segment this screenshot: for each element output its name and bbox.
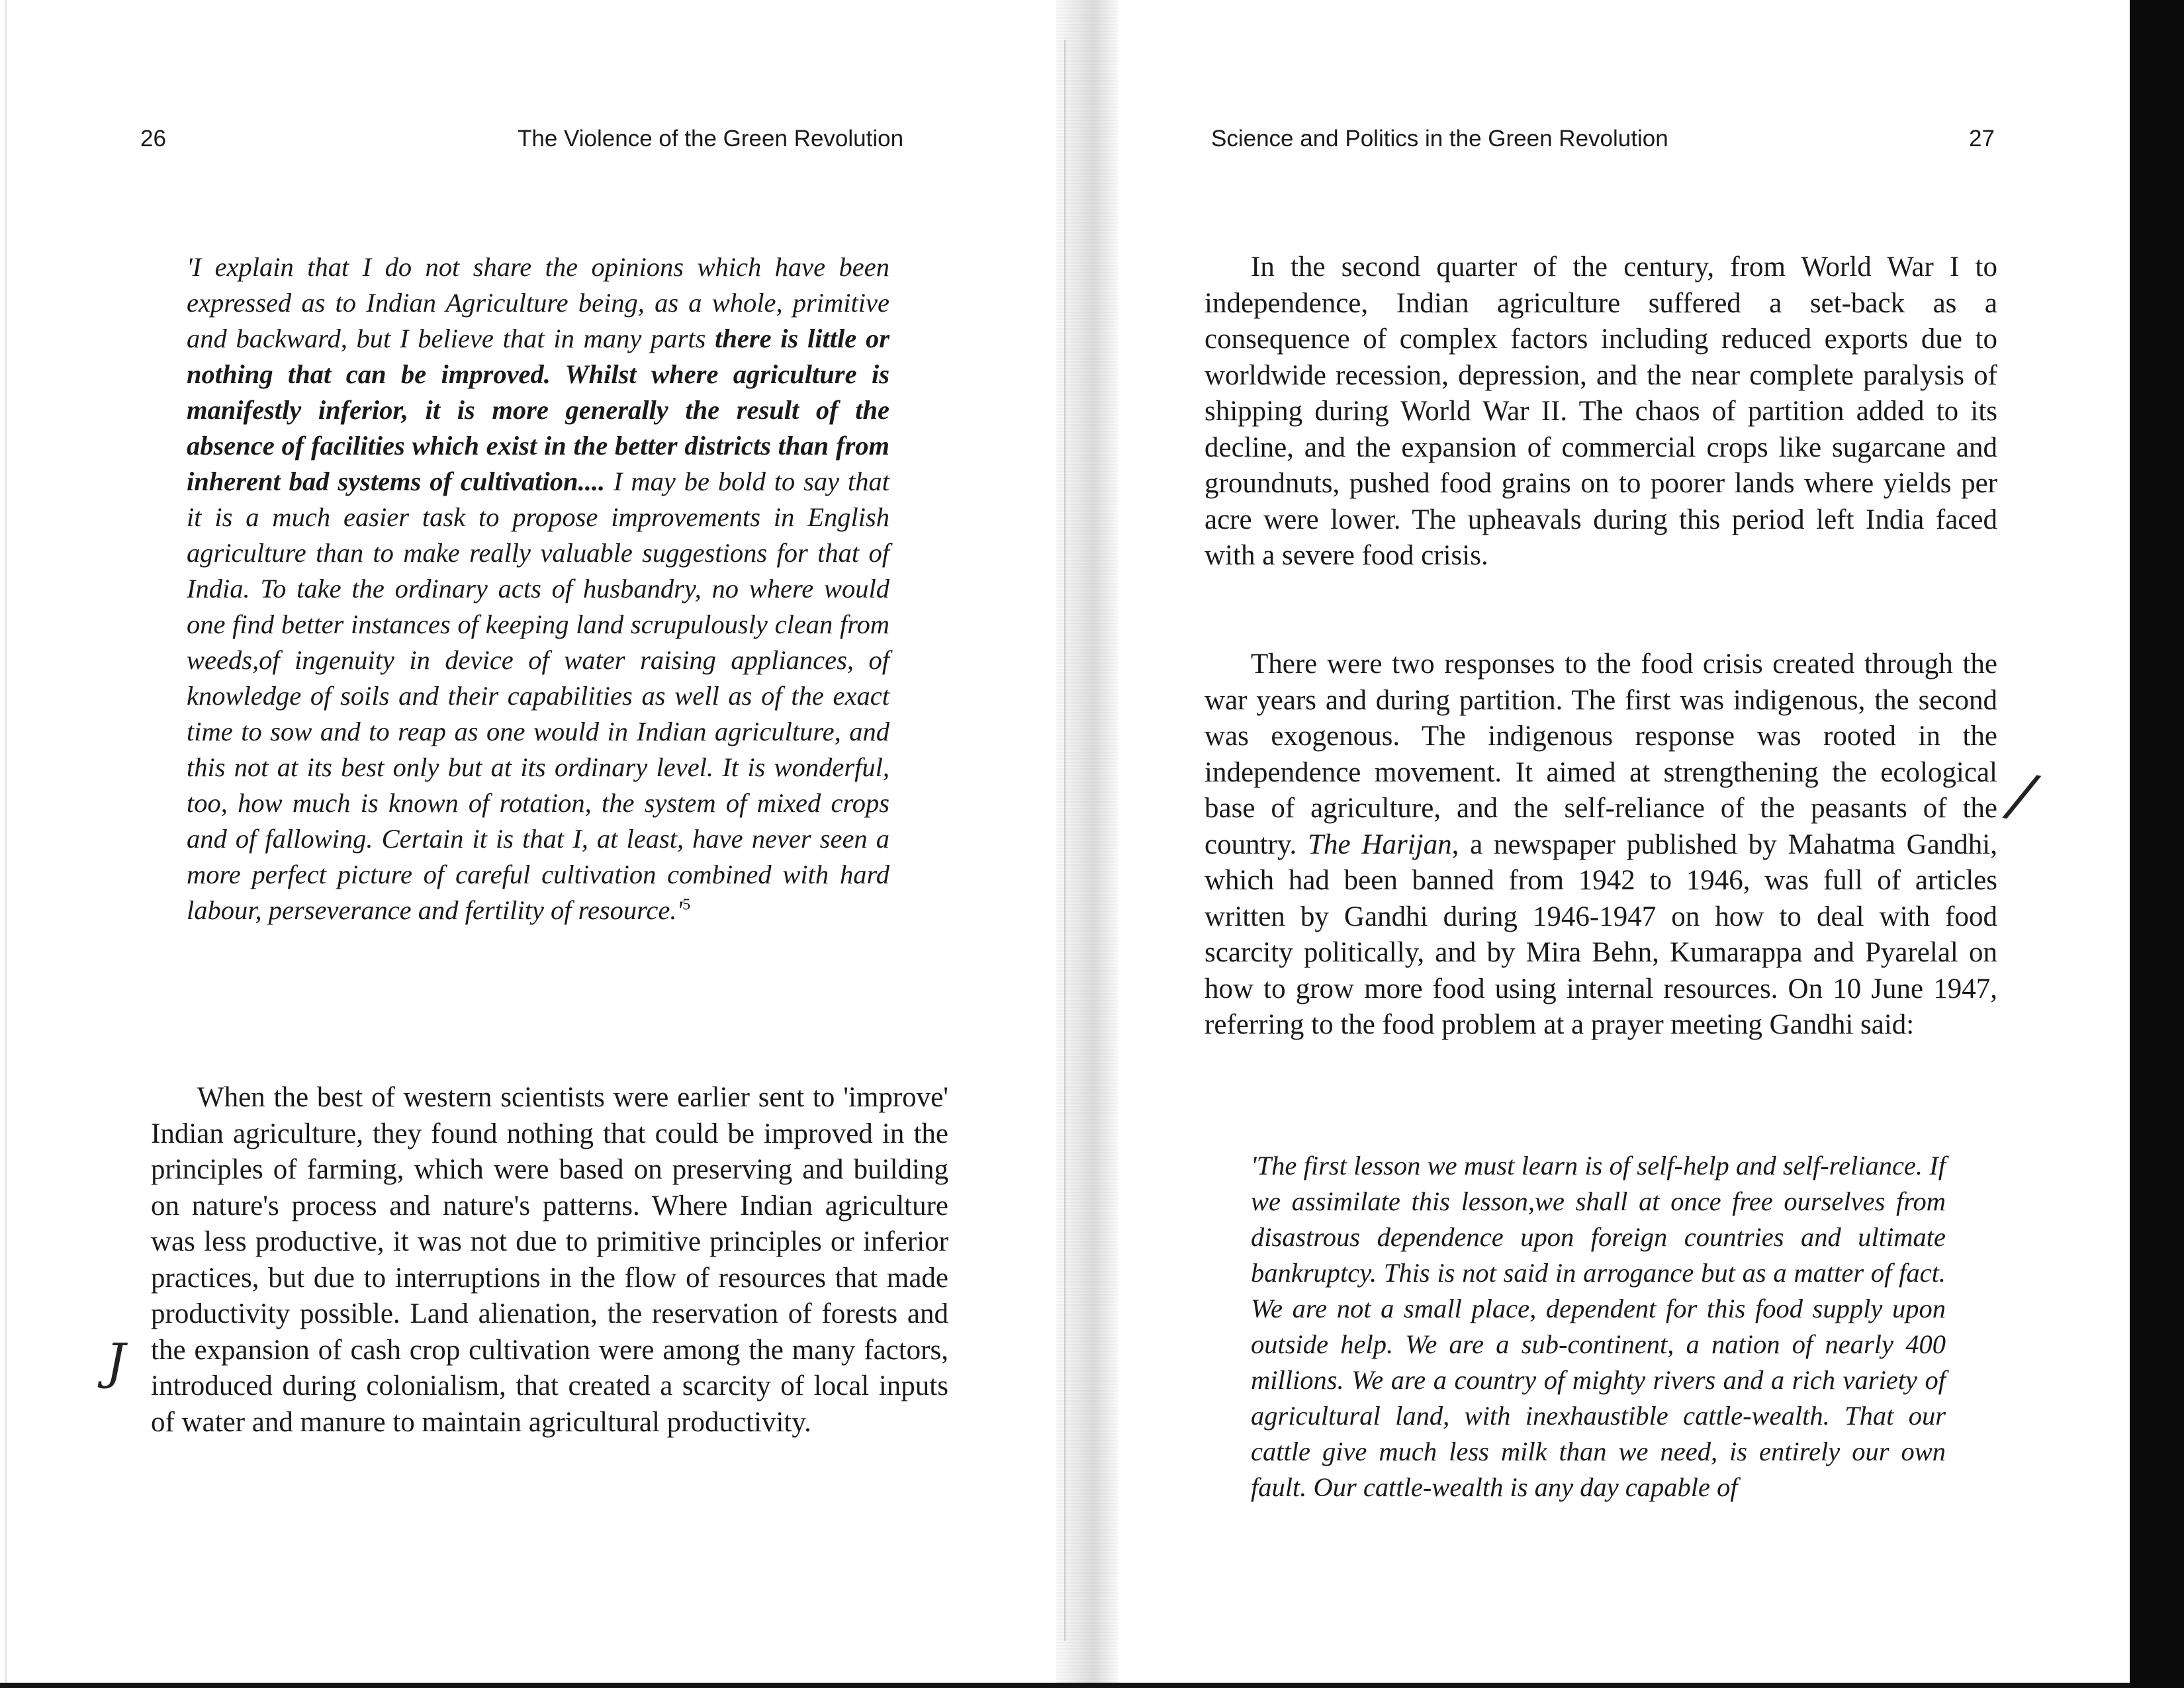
page-number-right: 27 — [1969, 126, 1995, 152]
paragraph-text-continued: , a newspaper published by Mahatma Gandhi, which had been banned from 1942 to 1946, was full of articles written by Gandhi during 1946-1947 on how to deal with food scarcity politically, and by Mira Behn, Kumarappa and Pyarelal on how to grow more food using internal resources. On 10 June 1947, referring to the food problem at a prayer meeting Gandhi said: — [1205, 828, 1997, 1040]
body-paragraph-right-2 — [1205, 646, 1997, 1044]
paragraph-text: In the second quarter of the century, from World War I to independence, Indian agriculture suffered a set-back as a consequence of complex factors including reduced exports due to worldwide recession, depression, and the near complete paralysis of shipping during World War II. The chaos of partition added to its decline, and the expansion of commercial crops like sugarcane and groundnuts, pushed food grains on to poorer lands where yields per acre were lower. The upheavals during this period left India faced with a severe food crisis. — [1205, 251, 1997, 571]
body-paragraph-right-1 — [1205, 249, 1997, 574]
margin-annotation-right: / — [2005, 759, 2039, 832]
quote-bold-text: there is little or nothing that can be improved. Whilst where agriculture is manifestly inferior, it is more generally the result of the absence of facilities which exist in the better districts than from inherent bad systems of cultivation.... — [187, 324, 890, 496]
publication-title: The Harijan — [1308, 828, 1452, 860]
block-quote-right: 'The first lesson we must learn is of self-help and self-reliance. If we assimilate this lesson,we shall at once free ourselves from disastrous dependence upon foreign countries and ultimate bankruptcy. This is not said in arrogance but as a matter of fact. We are not a small place, dependent for this food supply upon outside help. We are a sub-continent, a nation of nearly 400 millions. We are a country of mighty rivers and a rich variety of agricultural land, with inexhaustible cattle-wealth. That our cattle give much less milk than we need, is entirely our own fault. Our cattle-wealth is any day capable of — [1251, 1151, 1946, 1502]
scan-border-right — [2130, 0, 2184, 1688]
body-paragraph-left — [151, 1080, 948, 1441]
margin-annotation-left: J — [106, 1333, 126, 1390]
footnote-marker: 5 — [682, 896, 691, 914]
block-quote-left — [187, 249, 889, 928]
quote-text-continued: I may be bold to say that it is a much easier task to propose improvements in English agriculture than to make really valuable suggestions for that of India. To take the ordinary acts of husbandry, no where would one find better instances of keeping land scrupulously clean from weeds,of ingenuity in device of water raising appliances, of knowledge of soils and their capabilities as well as of the exact time to sow and to reap as one would in Indian agriculture, and this not at its best only but at its ordinary level. It is wonderful, too, how much is known of rotation, the system of mixed crops and of fallowing. Certain it is that I, at least, have never seen a more perfect picture of careful cultivation combined with hard labour, perseverance and fertility of resource.' — [187, 466, 890, 925]
paragraph-text: There were two responses to the food crisis created through the war years and during partition. The first was indigenous, the second was exogenous. The indigenous response was rooted in the independence movement. It aimed at strengthening the ecological base of agriculture, and the self-reliance of the peasants of the country. — [1205, 648, 1997, 860]
page-number-left: 26 — [140, 126, 166, 152]
running-head-right: Science and Politics in the Green Revolution — [1211, 126, 1668, 152]
running-head-left: The Violence of the Green Revolution — [518, 126, 904, 152]
quote-text: 'I explain that I do not share the opinions which have been expressed as to Indian Agriculture being, as a whole, primitive and backward, but I believe that in many parts — [187, 252, 889, 353]
paragraph-text: When the best of western scientists were earlier sent to 'improve' Indian agriculture, they found nothing that could be improved in the principles of farming, which were based on preserving and building on nature's process and nature's patterns. Where Indian agriculture was less productive, it was not due to primitive principles or inferior practices, but due to interruptions in the flow of resources that made productivity possible. Land alienation, the reservation of forests and the expansion of cash crop cultivation were among the many factors, introduced during colonialism, that created a scarcity of local inputs of water and manure to maintain agricultural productivity. — [151, 1082, 948, 1438]
